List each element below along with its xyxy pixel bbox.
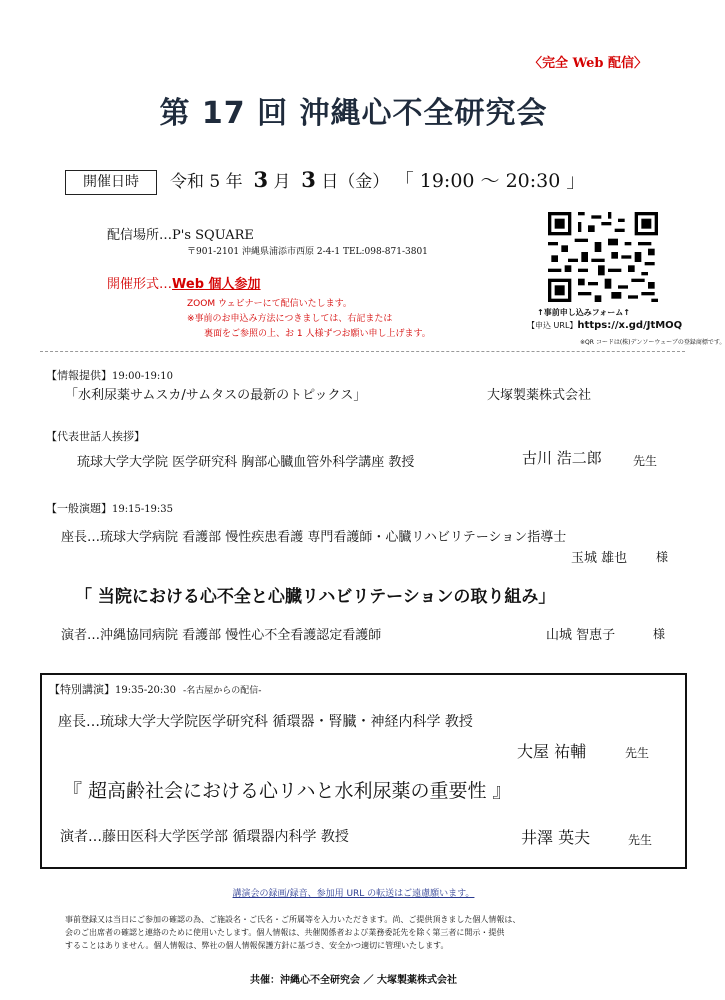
event-time: 「 19:00 ～ 20:30 」: [394, 170, 586, 192]
info-time: 19:00-19:10: [112, 371, 174, 382]
url-label: 【申込 URL】: [527, 321, 578, 330]
qr-trademark-note: ※QR コードは(株)デンソーウェーブの登録商標です。: [580, 339, 725, 346]
application-note-1: ※事前のお申込み方法につきましては、右記または: [187, 314, 393, 324]
greeting-honorific: 先生: [633, 454, 658, 468]
special-chair-honorific: 先生: [625, 746, 650, 760]
special-speaker-name: 井澤 英夫: [521, 828, 591, 847]
general-heading: 【一般演題】: [46, 502, 112, 515]
format-value: Web 個人参加: [172, 277, 261, 292]
info-heading-line: [46, 367, 173, 383]
general-talk-title: 「 当院における心不全と心臓リハビリテーションの取り組み」: [75, 587, 556, 607]
format-line: [107, 273, 261, 292]
qr-caption: ↑事前申し込みフォーム↑: [537, 308, 631, 317]
general-time: 19:15-19:35: [112, 504, 174, 515]
page-title: 第 17 回 沖縄心不全研究会: [159, 96, 548, 131]
special-time: 19:35-20:30: [115, 685, 177, 696]
application-note-2: 裏面をご参照の上、お 1 人様ずつお願い申し上げます。: [204, 329, 431, 339]
greeting-name: 古川 浩二郎: [522, 449, 602, 467]
date-month: 3: [253, 167, 269, 192]
special-heading-line: [49, 681, 262, 697]
info-topic: 「水利尿薬サムスカ/サムタスの最新のトピックス」: [65, 388, 367, 403]
privacy-line-2: 会のご出席者の確認と連絡のために使用いたします。個人情報は、共催関係者および業務委託先を除く第三者に開示・提供: [65, 928, 505, 937]
qr-code-icon[interactable]: [548, 212, 658, 302]
sponsor-line: 共催：沖縄心不全研究会 ／ 大塚製薬株式会社: [250, 975, 457, 986]
date-label-box: 開催日時: [65, 170, 157, 195]
date-era: 令和 5 年: [170, 172, 243, 192]
special-talk-title: 『 超高齢社会における心リハと水利尿薬の重要性 』: [63, 780, 512, 802]
info-company: 大塚製薬株式会社: [487, 388, 592, 403]
date-day: 3: [301, 167, 316, 192]
privacy-line-3: することはありません。個人情報は、弊社の個人情報保護方針に基づき、安全かつ適切に管理いたします。: [65, 941, 449, 950]
special-chair-name: 大屋 祐輔: [517, 742, 587, 761]
divider: [40, 351, 685, 352]
general-speaker-name: 山城 智恵子: [546, 628, 616, 643]
event-datetime: [170, 166, 585, 193]
privacy-line-1: 事前登録又は当日にご参加の確認の為、ご施設名・ご氏名・ご所属等を入力いただきます。尚、ご提供頂きました個人情報は、: [65, 915, 521, 924]
registration-url[interactable]: [527, 320, 682, 331]
general-heading-line: [46, 500, 173, 516]
general-chair-name: 玉城 雄也: [571, 551, 628, 566]
venue-address: 〒901-2101 沖縄県浦添市西原 2-4-1 TEL:098-871-3801: [187, 247, 428, 257]
zoom-note: ZOOM ウェビナーにて配信いたします。: [187, 299, 352, 309]
date-day-unit: 日（金）: [321, 172, 390, 192]
special-note: -名古屋からの配信-: [183, 686, 262, 696]
date-month-unit: 月: [273, 172, 291, 192]
general-speaker-honorific: 様: [653, 627, 666, 641]
general-speaker: 演者…沖縄協同病院 看護部 慢性心不全看護認定看護師: [61, 628, 382, 643]
greeting-heading: 【代表世話人挨拶】: [46, 430, 145, 443]
special-chair: 座長…琉球大学大学院医学研究科 循環器・腎臓・神経内科学 教授: [58, 714, 473, 730]
web-delivery-tag: 〈完全 Web 配信〉: [529, 56, 647, 71]
general-chair-honorific: 様: [656, 550, 669, 564]
general-chair: 座長…琉球大学病院 看護部 慢性疾患看護 専門看護師・心臓リハビリテーション指導士: [61, 530, 567, 545]
url-link[interactable]: https://x.gd/JtMOQ: [577, 320, 683, 331]
recording-notice: 講演会の録画/録音、参加用 URL の転送はご遠慮願います。: [232, 889, 475, 899]
format-label: 開催形式…: [107, 277, 173, 292]
special-speaker: 演者…藤田医科大学医学部 循環器内科学 教授: [60, 829, 349, 845]
venue-label: 配信場所…P's SQUARE: [107, 228, 254, 243]
special-speaker-honorific: 先生: [628, 833, 653, 847]
info-heading: 【情報提供】: [46, 369, 112, 382]
greeting-affiliation: 琉球大学大学院 医学研究科 胸部心臓血管外科学講座 教授: [77, 455, 415, 470]
special-heading: 【特別講演】: [49, 683, 115, 696]
privacy-notice: [65, 913, 520, 952]
